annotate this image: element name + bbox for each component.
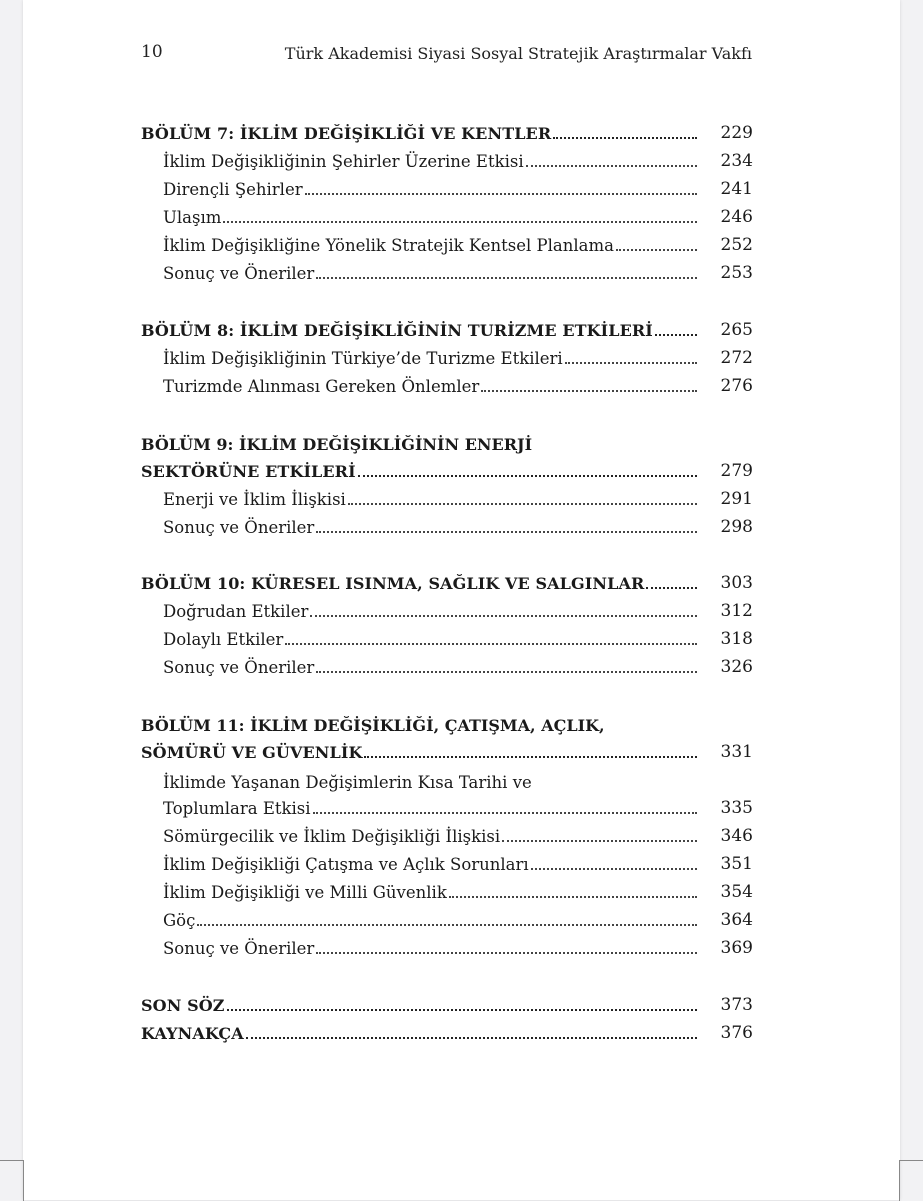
- toc-page-number: 376: [720, 1023, 753, 1043]
- dot-leader: [531, 868, 697, 870]
- toc-section-title: Sonuç ve Öneriler: [163, 518, 315, 537]
- toc-page-number: 373: [720, 995, 753, 1015]
- crop-mark-right: [899, 1160, 923, 1201]
- toc-chapter-8[interactable]: [141, 317, 753, 345]
- dot-leader: [316, 277, 697, 279]
- dot-leader: [655, 334, 697, 336]
- toc-section[interactable]: [141, 486, 753, 514]
- dot-leader: [449, 896, 697, 898]
- toc-section[interactable]: [141, 176, 753, 204]
- toc-chapter-7[interactable]: [141, 120, 753, 148]
- toc-page-number: 276: [720, 376, 753, 396]
- toc-section-title: Doğrudan Etkiler: [163, 602, 309, 621]
- dot-leader: [197, 924, 697, 926]
- dot-leader: [313, 812, 697, 814]
- dot-leader: [481, 390, 697, 392]
- toc-chapter-9-line1: BÖLÜM 9: İKLİM DEĞİŞİKLİĞİNİN ENERJİ: [141, 435, 533, 454]
- toc-section[interactable]: [141, 879, 753, 907]
- toc-chapter-title: BÖLÜM 7: İKLİM DEĞİŞİKLİĞİ VE KENTLER: [141, 124, 552, 143]
- toc-section[interactable]: [141, 232, 753, 260]
- toc-page-number: 326: [720, 657, 753, 677]
- toc-chapter-9[interactable]: [141, 458, 753, 486]
- toc-section[interactable]: [141, 907, 753, 935]
- toc-page-number: 246: [720, 207, 753, 227]
- toc-chapter-title: BÖLÜM 10: KÜRESEL ISINMA, SAĞLIK VE SALGINLAR: [141, 574, 645, 593]
- dot-leader: [316, 531, 697, 533]
- toc-section[interactable]: [141, 204, 753, 232]
- dot-leader: [316, 671, 697, 673]
- toc-page-number: 241: [720, 179, 753, 199]
- toc-section-title: İklim Değişikliğinin Türkiye’de Turizme Etkileri: [163, 349, 563, 368]
- toc-page-number: 354: [720, 882, 753, 902]
- toc-section-title: İklim Değişikliği ve Milli Güvenlik: [163, 883, 447, 902]
- toc-page-number: 253: [720, 263, 753, 283]
- toc-section-title: İklim Değişikliğine Yönelik Stratejik Kentsel Planlama: [163, 236, 614, 255]
- toc-section[interactable]: [141, 598, 753, 626]
- toc-section-title: Ulaşım: [163, 208, 222, 227]
- toc-section-title: İklim Değişikliğinin Şehirler Üzerine Etkisi: [163, 152, 524, 171]
- toc-chapter-title: BÖLÜM 8: İKLİM DEĞİŞİKLİĞİNİN TURİZME ETKİLERİ: [141, 321, 653, 340]
- dot-leader: [553, 137, 697, 139]
- toc-chapter-title: KAYNAKÇA: [141, 1024, 244, 1043]
- toc-page-number: 303: [720, 573, 753, 593]
- toc-references[interactable]: [141, 1020, 753, 1048]
- dot-leader: [502, 840, 697, 842]
- dot-leader: [565, 362, 697, 364]
- toc-section[interactable]: [141, 148, 753, 176]
- toc-page-number: 279: [720, 461, 753, 481]
- toc-section-title: Sonuç ve Öneriler: [163, 658, 315, 677]
- toc-page-number: 335: [720, 798, 753, 818]
- toc-section[interactable]: [141, 851, 753, 879]
- dot-leader: [348, 503, 697, 505]
- toc-page-number: 265: [720, 320, 753, 340]
- toc-section[interactable]: [141, 823, 753, 851]
- dot-leader: [364, 756, 697, 758]
- dot-leader: [305, 193, 697, 195]
- toc-section[interactable]: [141, 935, 753, 963]
- page-number: 10: [141, 42, 163, 62]
- toc-chapter-11[interactable]: [141, 739, 753, 767]
- toc-section[interactable]: [141, 795, 753, 823]
- toc-section-line1: İklimde Yaşanan Değişimlerin Kısa Tarihi ve: [163, 773, 532, 792]
- toc-page-number: 234: [720, 151, 753, 171]
- dot-leader: [227, 1009, 697, 1011]
- toc-section[interactable]: [141, 260, 753, 288]
- toc-section-title: Enerji ve İklim İlişkisi: [163, 490, 346, 509]
- dot-leader: [246, 1037, 697, 1039]
- toc-section[interactable]: [141, 514, 753, 542]
- dot-leader: [223, 221, 697, 223]
- dot-leader: [616, 249, 697, 251]
- toc-chapter-title: SON SÖZ: [141, 996, 225, 1015]
- toc-page-number: 331: [720, 742, 753, 762]
- toc-section[interactable]: [141, 345, 753, 373]
- toc-page-number: 318: [720, 629, 753, 649]
- toc-section-title: Dirençli Şehirler: [163, 180, 303, 199]
- toc-page-number: 252: [720, 235, 753, 255]
- dot-leader: [358, 475, 697, 477]
- toc-page-number: 298: [720, 517, 753, 537]
- toc-page-number: 346: [720, 826, 753, 846]
- toc-chapter-title: SÖMÜRÜ VE GÜVENLİK: [141, 743, 363, 762]
- toc-section-title: Sömürgecilik ve İklim Değişikliği İlişkisi: [163, 827, 501, 846]
- toc-section-title: Toplumlara Etkisi: [163, 799, 311, 818]
- toc-page-number: 312: [720, 601, 753, 621]
- toc-page-number: 272: [720, 348, 753, 368]
- toc-section-title: Sonuç ve Öneriler: [163, 939, 315, 958]
- dot-leader: [526, 165, 697, 167]
- toc-afterword[interactable]: [141, 992, 753, 1020]
- toc-page-number: 291: [720, 489, 753, 509]
- toc-section-title: Sonuç ve Öneriler: [163, 264, 315, 283]
- toc-chapter-10[interactable]: [141, 570, 753, 598]
- running-title: Türk Akademisi Siyasi Sosyal Stratejik Araştırmalar Vakfı: [284, 44, 752, 63]
- dot-leader: [285, 643, 697, 645]
- toc-page-number: 364: [720, 910, 753, 930]
- toc-chapter-title: SEKTÖRÜNE ETKİLERİ: [141, 462, 356, 481]
- toc-section-title: Dolaylı Etkiler: [163, 630, 284, 649]
- crop-mark-left: [0, 1160, 24, 1201]
- toc-section[interactable]: [141, 654, 753, 682]
- toc-page-number: 369: [720, 938, 753, 958]
- toc-page-number: 229: [720, 123, 753, 143]
- dot-leader: [316, 952, 697, 954]
- toc-section-title: Turizmde Alınması Gereken Önlemler: [163, 377, 480, 396]
- toc-chapter-11-line1: BÖLÜM 11: İKLİM DEĞİŞİKLİĞİ, ÇATIŞMA, AÇLIK,: [141, 716, 605, 735]
- toc-section-title: Göç: [163, 911, 196, 930]
- toc-page-number: 351: [720, 854, 753, 874]
- dot-leader: [310, 615, 697, 617]
- toc-section[interactable]: [141, 626, 753, 654]
- toc-section-title: İklim Değişikliği Çatışma ve Açlık Sorunları: [163, 855, 529, 874]
- dot-leader: [646, 587, 697, 589]
- toc-section[interactable]: [141, 373, 753, 401]
